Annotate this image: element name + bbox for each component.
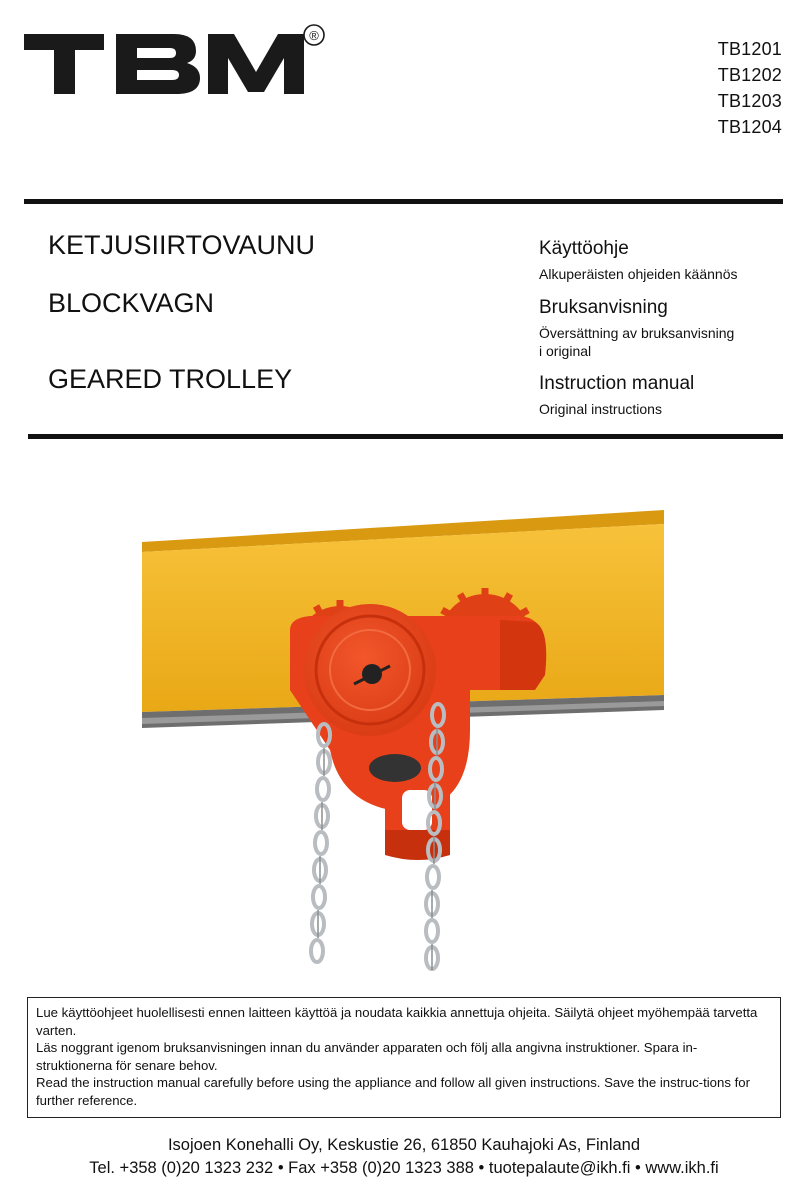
model-number: TB1204	[717, 117, 782, 137]
footer-address: Isojoen Konehalli Oy, Keskustie 26, 61850 Kauhajoki As, Finland	[167, 1136, 641, 1154]
model-number: TB1202	[717, 65, 782, 85]
manual-sub-en: Original instructions	[539, 401, 662, 417]
manual-label-en: Instruction manual	[539, 373, 695, 394]
model-number: TB1203	[717, 91, 782, 111]
tbm-logo	[24, 22, 334, 107]
notice-swedish: Läs noggrant igenom bruksanvisningen innan du använder apparaten och följ alla angivna instruktioner. Spara in-struktionerna för senare behov.	[36, 1040, 698, 1073]
notice-finnish: Lue käyttöohjeet huolellisesti ennen laitteen käyttöä ja noudata kaikkia annettuja ohjeita. Säilytä ohjeet myöhempää tarvetta varten.	[36, 1005, 758, 1038]
top-divider	[24, 199, 783, 204]
title-finnish: KETJUSIIRTOVAUNU	[48, 230, 316, 260]
notice-english: Read the instruction manual carefully before using the appliance and follow all given instructions. Save the instruc-tions for further reference.	[36, 1075, 750, 1108]
instruction-notice-box	[27, 997, 781, 1118]
manual-sub-fi: Alkuperäisten ohjeiden käännös	[539, 266, 738, 282]
registered-mark: ®	[309, 28, 319, 43]
manual-sub-sv: Översättning av bruksanvisning	[539, 325, 735, 341]
title-swedish: BLOCKVAGN	[48, 288, 215, 318]
manual-sub-sv: i original	[539, 343, 592, 359]
model-number: TB1201	[717, 39, 782, 59]
trolley-photo	[140, 500, 670, 985]
footer-contacts: Tel. +358 (0)20 1323 232 • Fax +358 (0)20 1323 388 • tuotepalaute@ikh.fi • www.ikh.fi	[89, 1159, 719, 1177]
manual-label-fi: Käyttöohje	[539, 238, 629, 259]
middle-divider	[28, 434, 783, 439]
title-english: GEARED TROLLEY	[48, 364, 293, 394]
model-numbers	[718, 36, 782, 140]
manual-label-sv: Bruksanvisning	[539, 297, 668, 318]
